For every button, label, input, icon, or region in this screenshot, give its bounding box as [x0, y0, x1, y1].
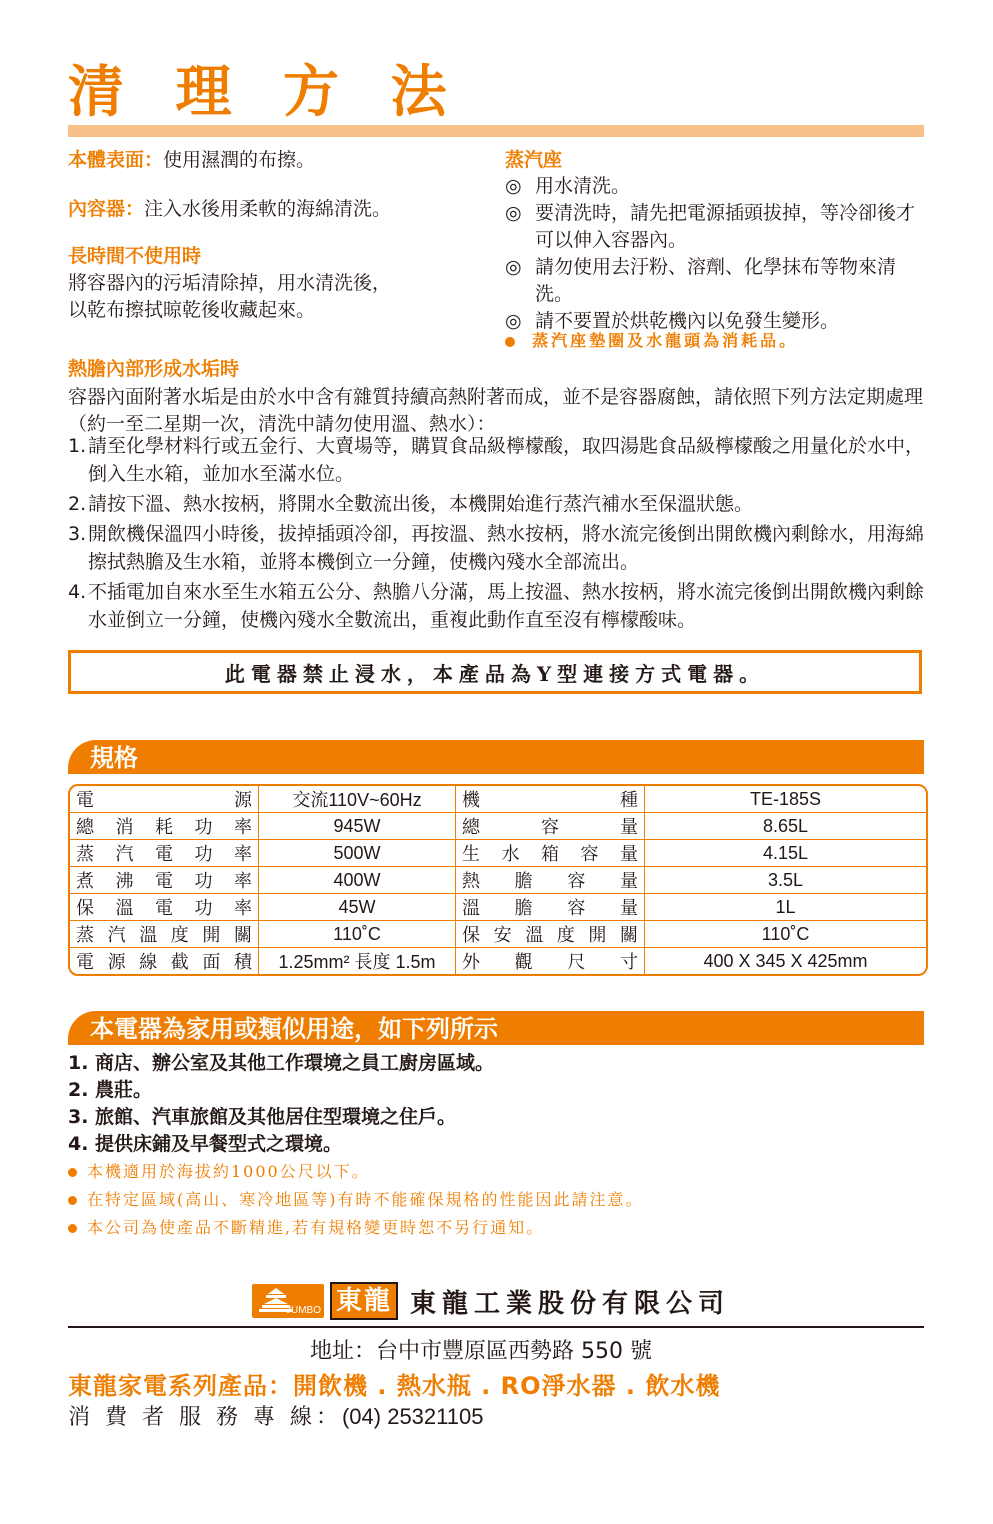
- usage-item: 4. 提供床鋪及早餐型式之環境。: [68, 1133, 343, 1155]
- spec-label: 電源: [70, 786, 259, 813]
- steam-seat-item-text: 用水清洗。: [535, 175, 631, 197]
- usage-notes: [68, 1158, 644, 1242]
- spec-row: [70, 813, 926, 840]
- spec-value: 110˚C: [259, 921, 456, 948]
- spec-label: 煮沸電功率: [70, 867, 259, 894]
- usage-note-text: 本公司為使產品不斷精進,若有規格變更時恕不另行通知。: [87, 1218, 545, 1237]
- step-number: 1.: [68, 435, 87, 457]
- brand-mark: 東龍: [330, 1282, 398, 1320]
- steam-seat-item: [505, 254, 925, 308]
- spec-label: 總消耗功率: [70, 813, 259, 840]
- long-idle-heading: 長時間不使用時: [68, 245, 202, 267]
- spec-value: 1.25mm² 長度 1.5m: [259, 948, 456, 975]
- scale-step: [68, 490, 928, 518]
- spec-row: [70, 894, 926, 921]
- step-text: 請按下溫、熱水按柄，將開水全數流出後，本機開始進行蒸汽補水至保溫狀態。: [88, 493, 754, 515]
- bullet-dot-icon: [68, 1196, 77, 1205]
- spec-label: 蒸汽電功率: [70, 840, 259, 867]
- spec-table: [68, 784, 928, 976]
- steam-seat-item-text: 請不要置於烘乾機內以免發生變形。: [535, 310, 840, 332]
- spec-value: 500W: [259, 840, 456, 867]
- double-circle-icon: ◎: [505, 202, 522, 224]
- usage-note-text: 在特定區域(高山、寒冷地區等)有時不能確保規格的性能因此請注意。: [87, 1190, 644, 1209]
- double-circle-icon: ◎: [505, 310, 522, 332]
- body-surface-line: [68, 147, 315, 174]
- scale-steps: [68, 432, 928, 636]
- spec-label: 機種: [456, 786, 645, 813]
- spec-label: 電源線截面積: [70, 948, 259, 975]
- scale-heading: 熱膽內部形成水垢時: [68, 358, 240, 380]
- steam-seat-list: [505, 173, 925, 335]
- usage-item: 1. 商店、辦公室及其他工作環境之員工廚房區域。: [68, 1052, 495, 1074]
- usage-item: 3. 旅館、汽車旅館及其他居住型環境之住戶。: [68, 1106, 457, 1128]
- spec-label: 生水箱容量: [456, 840, 645, 867]
- spec-value: 1L: [645, 894, 927, 921]
- spec-row: [70, 786, 926, 813]
- spec-value: 400 X 345 X 425mm: [645, 948, 927, 975]
- steam-seat-heading: 蒸汽座: [505, 149, 563, 171]
- step-number: 2.: [68, 493, 87, 515]
- spec-heading: 規格: [90, 744, 138, 772]
- long-idle-line-2: 以乾布擦拭晾乾後收藏起來。: [68, 299, 316, 321]
- usage-header-bar: [68, 1011, 924, 1045]
- scale-step: [68, 432, 928, 488]
- scale-step: [68, 578, 928, 634]
- steam-seat-item-text: 請勿使用去汙粉、溶劑、化學抹布等物來清洗。: [535, 256, 897, 305]
- hotline-number: (04) 25321105: [341, 1404, 484, 1429]
- usage-note: [68, 1158, 644, 1186]
- steam-seat-item: [505, 200, 925, 254]
- long-idle-line-1: 將容器內的污垢清除掉，用水清洗後，: [68, 272, 392, 294]
- spec-value: 945W: [259, 813, 456, 840]
- spec-label: 保溫電功率: [70, 894, 259, 921]
- spec-header-bar: [68, 740, 924, 774]
- spec-label: 總容量: [456, 813, 645, 840]
- spec-value: 4.15L: [645, 840, 927, 867]
- step-text: 不插電加自來水至生水箱五公分、熱膽八分滿，馬上按溫、熱水按柄，將水流完後倒出開飲機內剩餘水並倒立一分鐘，使機內殘水全數流出，重複此動作直至沒有檸檬酸味。: [88, 581, 925, 631]
- spec-label: 外觀尺寸: [456, 948, 645, 975]
- spec-row: [70, 921, 926, 948]
- notice-box: 此電器禁止浸水，本產品為Y型連接方式電器。: [68, 650, 922, 694]
- spec-value: 45W: [259, 894, 456, 921]
- usage-note-text: 本機適用於海拔約1000公尺以下。: [87, 1162, 370, 1181]
- page-title: 清 理 方 法: [68, 60, 463, 125]
- bullet-dot-icon: [68, 1168, 77, 1177]
- company-name: 東龍工業股份有限公司: [410, 1288, 731, 1319]
- title-rule: [68, 125, 924, 137]
- scale-step: [68, 520, 928, 576]
- step-text: 請至化學材料行或五金行、大賣場等，購買食品級檸檬酸，取四湯匙食品級檸檬酸之用量化於水中，倒入生水箱，並加水至滿水位。: [88, 435, 925, 485]
- scale-intro: 容器內面附著水垢是由於水中含有雜質持續高熱附著而成，並不是容器腐蝕，請依照下列方法定期處理（約一至二星期一次，清洗中請勿使用溫、熱水）：: [68, 386, 924, 435]
- usage-item: 2. 農莊。: [68, 1079, 153, 1101]
- company-logo-row: [252, 1282, 730, 1320]
- step-number: 3.: [68, 523, 87, 545]
- steam-seat-item: [505, 173, 925, 200]
- jumbo-logo-text: JUMBO: [286, 1305, 321, 1316]
- double-circle-icon: ◎: [505, 256, 522, 278]
- spec-label: 蒸汽溫度開關: [70, 921, 259, 948]
- inner-container-line: [68, 196, 391, 223]
- spec-row: [70, 840, 926, 867]
- spec-row: [70, 867, 926, 894]
- product-series: 東龍家電系列產品：開飲機 . 熱水瓶 . RO淨水器 . 飲水機: [68, 1372, 721, 1400]
- body-surface-label: 本體表面：: [68, 149, 164, 171]
- spec-label: 熱膽容量: [456, 867, 645, 894]
- double-circle-icon: ◎: [505, 175, 522, 197]
- spec-value: 110˚C: [645, 921, 927, 948]
- inner-container-text: 注入水後用柔軟的海綿清洗。: [144, 198, 392, 220]
- steam-seat-note-text: 蒸汽座墊圈及水龍頭為消耗品。: [532, 331, 799, 350]
- spec-label: 保安溫度開關: [456, 921, 645, 948]
- spec-value: 400W: [259, 867, 456, 894]
- step-text: 開飲機保溫四小時後，拔掉插頭冷卻，再按溫、熱水按柄，將水流完後倒出開飲機內剩餘水，用海綿擦拭熱膽及生水箱，並將本機倒立一分鐘，使機內殘水全部流出。: [88, 523, 925, 573]
- footer-rule: [68, 1326, 924, 1328]
- bullet-dot-icon: [68, 1224, 77, 1233]
- service-hotline: [68, 1400, 483, 1431]
- spec-row: [70, 948, 926, 975]
- hotline-label: 消 費 者 服 務 專 線：: [68, 1405, 342, 1430]
- company-address: 地址：台中市豐原區西勢路 550 號: [310, 1339, 652, 1364]
- usage-list: [68, 1050, 494, 1158]
- inner-container-label: 內容器：: [68, 198, 145, 220]
- bullet-dot-icon: [505, 337, 515, 347]
- spec-value: TE-185S: [645, 786, 927, 813]
- steam-seat-note: [505, 328, 798, 351]
- usage-note: [68, 1186, 644, 1214]
- spec-value: 8.65L: [645, 813, 927, 840]
- usage-note: [68, 1214, 644, 1242]
- jumbo-logo: [252, 1284, 324, 1318]
- spec-value: 3.5L: [645, 867, 927, 894]
- usage-heading: 本電器為家用或類似用途，如下列所示: [90, 1015, 498, 1043]
- body-surface-text: 使用濕潤的布擦。: [163, 149, 316, 171]
- step-number: 4.: [68, 581, 87, 603]
- steam-seat-item-text: 要清洗時，請先把電源插頭拔掉，等冷卻後才可以伸入容器內。: [535, 202, 916, 251]
- spec-label: 溫膽容量: [456, 894, 645, 921]
- spec-value: 交流110V~60Hz: [259, 786, 456, 813]
